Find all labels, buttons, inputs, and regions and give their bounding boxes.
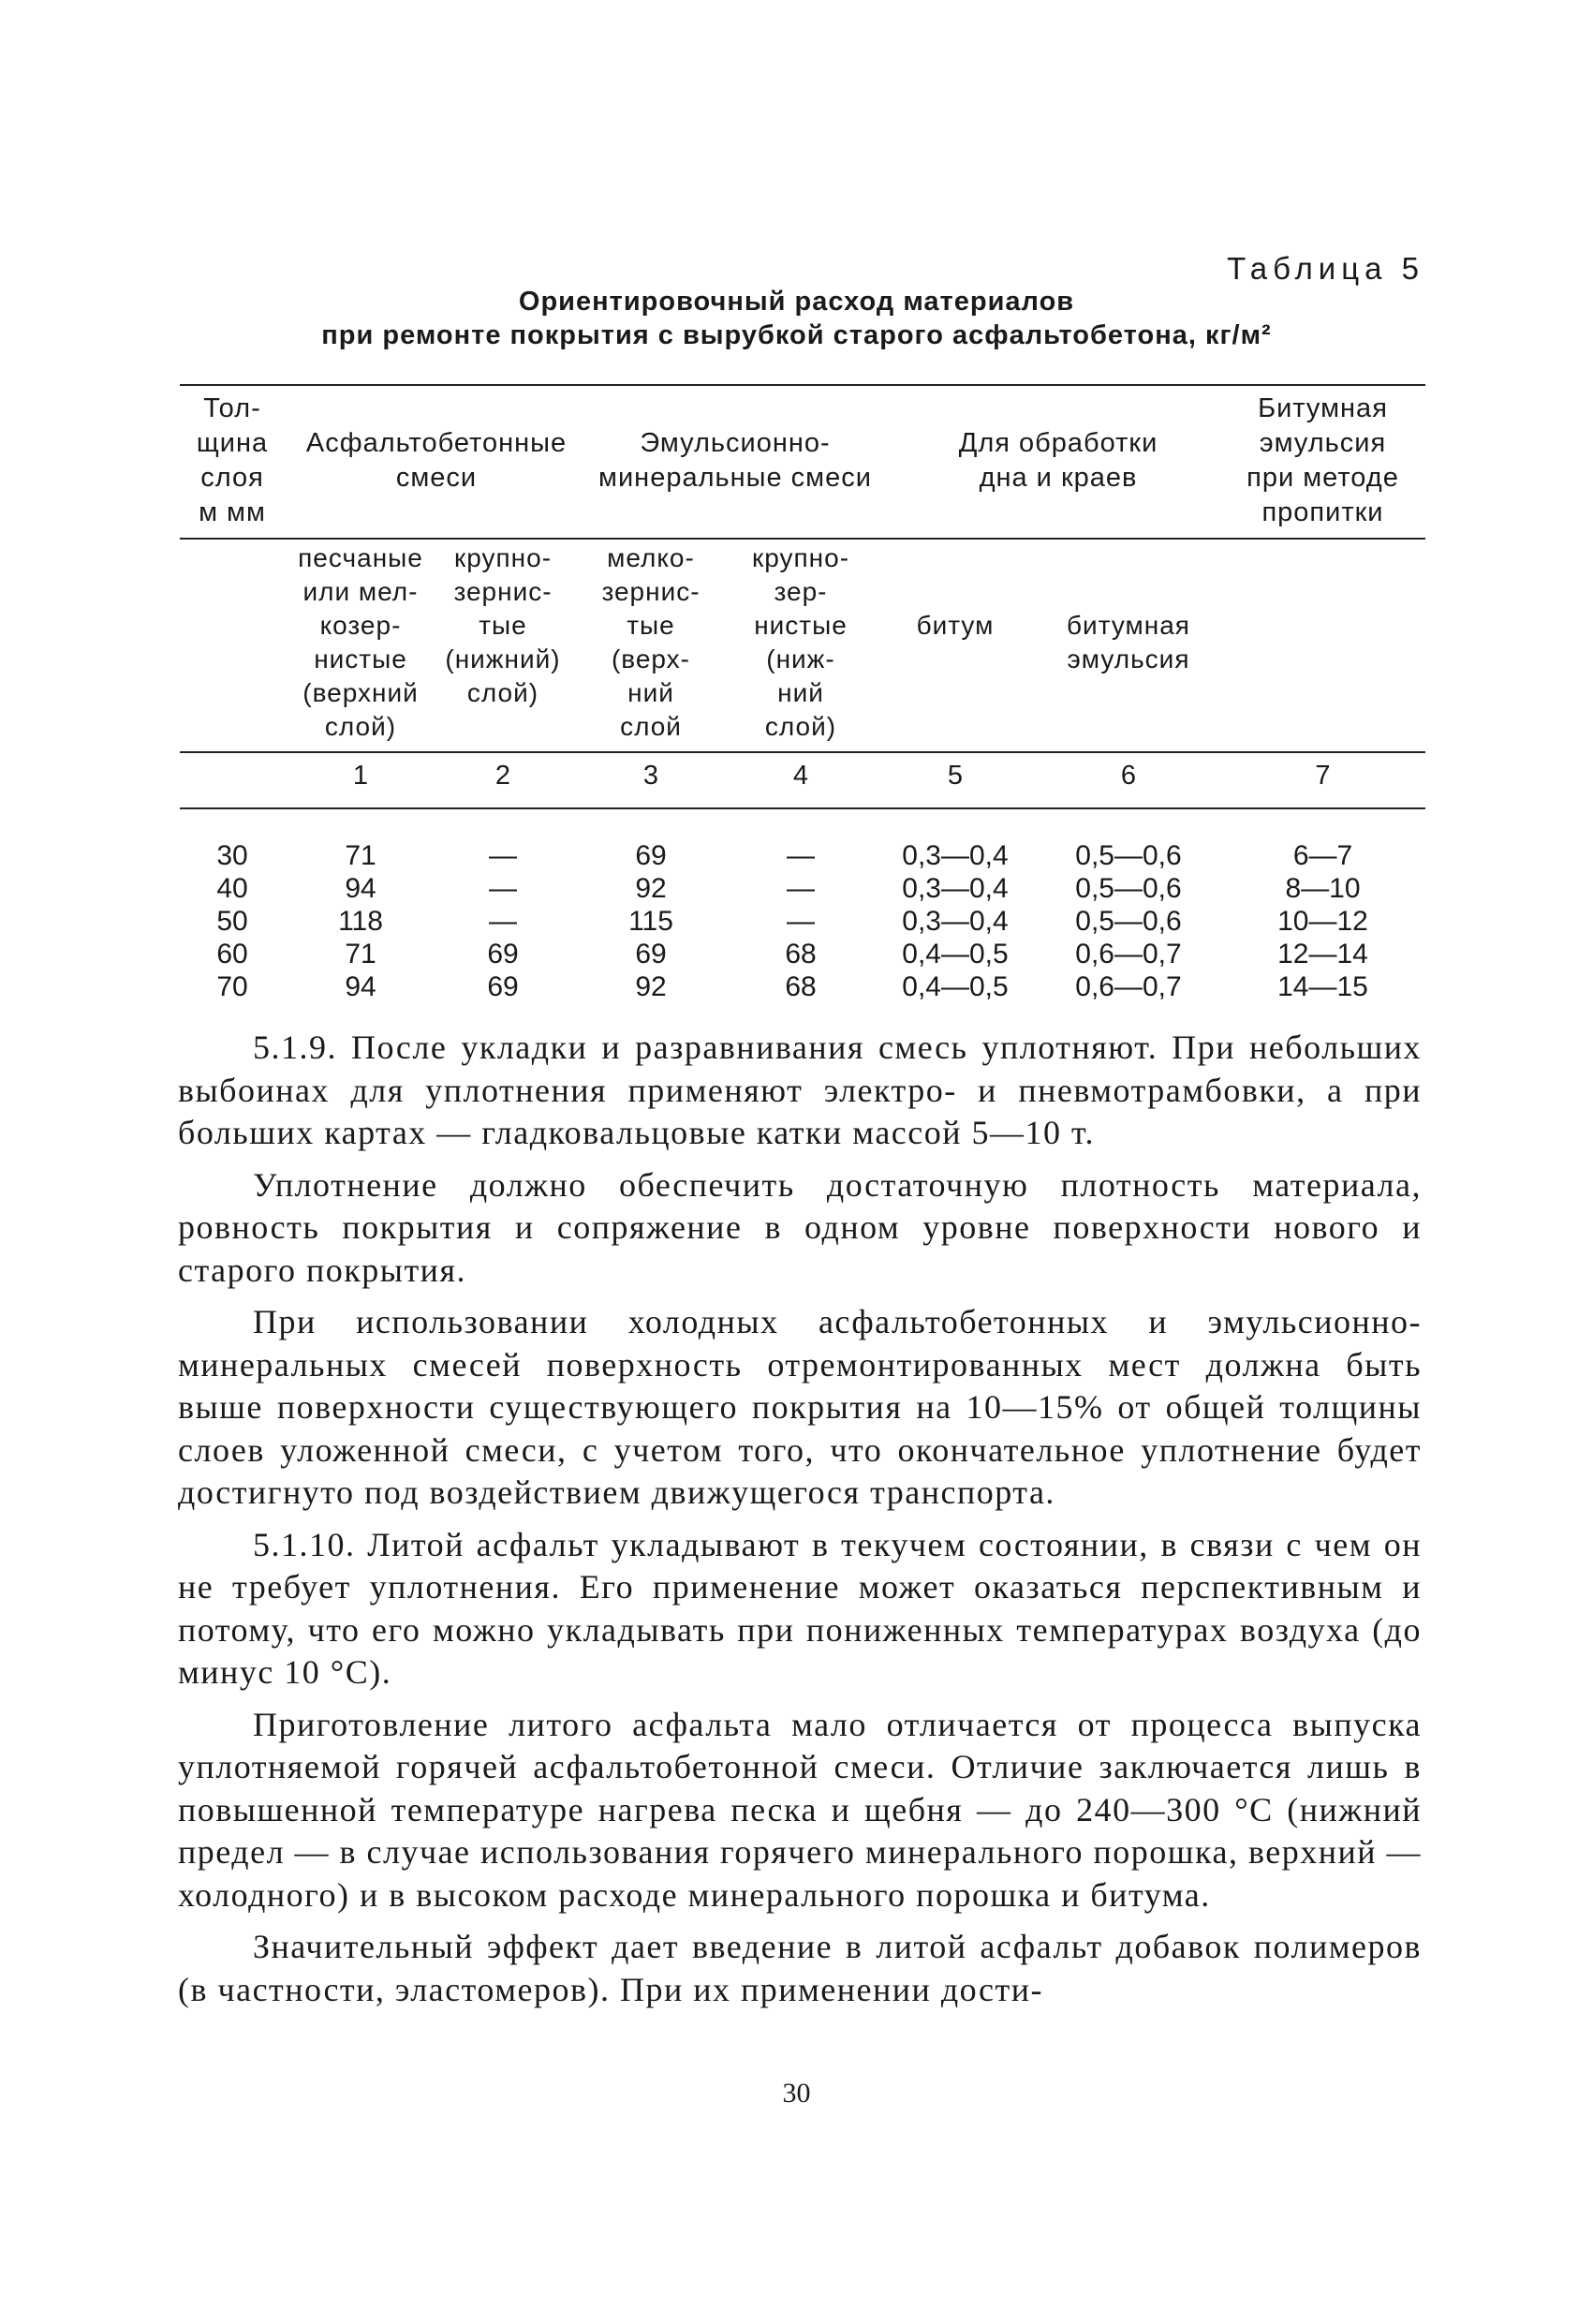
table-cell: 69	[487, 939, 519, 970]
column-number: 3	[642, 761, 659, 791]
paragraph: 5.1.9. После укладки и разравнивания смесь уплотняют. При небольших выбоинах для уплотнения применяют электро- и пневмотрамбовки, а при больших картах — гладковальцовые катки массой 5—10 т.	[178, 1029, 1422, 1151]
table-cell: —	[787, 840, 815, 871]
table-cell: 0,3—0,4	[902, 840, 1009, 871]
column-number: 1	[352, 761, 369, 791]
header-bitumen-emulsion: Битумная эмульсия при методе пропитки	[1246, 393, 1399, 527]
column-number: 2	[494, 761, 511, 791]
table-top-rule	[180, 384, 1425, 386]
header-emulsion-mixes: Эмульсионно- минеральные смеси	[598, 428, 872, 493]
header-thickness: Тол- щина слоя м мм	[196, 393, 269, 527]
table-cell: 115	[628, 906, 673, 937]
table-cell: 92	[635, 873, 667, 904]
paragraph: При использовании холодных асфальтобетонных и эмульсионно-минеральных смесей поверхность отремонтированных мест должна быть выше поверхности существующего покрытия на 10—15% от общей толщины слоев уложенной смеси, с учетом того, что окончательное уплотнение будет достигнуто под воздействием движущегося транспорта.	[178, 1303, 1422, 1511]
paragraph: Значительный эффект дает введение в литой асфальт добавок полимеров (в частности, эластомеров). При их применении дости-	[178, 1928, 1422, 2008]
table-cell: 0,4—0,5	[902, 971, 1009, 1002]
table-cell: 0,5—0,6	[1075, 840, 1182, 871]
table-cell: 0,6—0,7	[1075, 939, 1182, 970]
table-cell: 69	[487, 971, 519, 1002]
row-thickness: 60	[216, 939, 248, 970]
subheader-bitumen-emulsion: битумная эмульсия	[1067, 611, 1190, 674]
table-cell: 0,6—0,7	[1075, 971, 1182, 1002]
table-cell: 68	[785, 971, 817, 1002]
table-cell: 118	[338, 906, 383, 937]
table-cell: 0,5—0,6	[1075, 906, 1182, 937]
column-number: 6	[1120, 761, 1137, 791]
table-cell: 0,4—0,5	[902, 939, 1009, 970]
body-text	[178, 1027, 1422, 2021]
table-cell: 69	[635, 840, 667, 871]
page-number: 30	[782, 2078, 811, 2109]
table-title-line-1: Ориентировочный расход материалов	[518, 287, 1075, 317]
table-title-line-2: при ремонте покрытия с вырубкой старого асфальтобетона, кг/м²	[321, 320, 1272, 350]
table-cell: 71	[345, 939, 376, 970]
table-cell: 6—7	[1292, 840, 1353, 871]
row-thickness: 40	[216, 873, 248, 904]
table-cell: —	[489, 840, 517, 871]
paragraph: Приготовление литого асфальта мало отличается от процесса выпуска уплотняемой горячей асфальтобетонной смеси. Отличие заключается лишь в повышенной температуре нагрева песка и щебня — до 240—300 °С (нижний предел — в случае использования горячего минерального порошка, верхний — холодного) и в высоком расходе минерального порошка и битума.	[178, 1705, 1423, 1914]
column-number: 5	[947, 761, 964, 791]
table-cell: 0,5—0,6	[1075, 873, 1182, 904]
table-cell: 71	[345, 840, 376, 871]
table-cell: 68	[785, 939, 817, 970]
table-cell: 94	[345, 971, 376, 1002]
subheader-coarse-emulsion: крупно- зер- нистые (ниж- ний слой)	[751, 543, 850, 741]
column-number: 7	[1315, 761, 1331, 791]
table-cell: 14—15	[1277, 971, 1368, 1002]
paragraph: 5.1.10. Литой асфальт укладывают в текучем состоянии, в связи с чем он не требует уплотнения. Его применение может оказаться перспективным и потому, что его можно укладывать при пониженных температурах воздуха (до минус 10 °С).	[178, 1525, 1422, 1691]
table-cell: 8—10	[1285, 873, 1361, 904]
table-cell: 92	[635, 971, 667, 1002]
table-cell: —	[787, 873, 815, 904]
paragraph: Уплотнение должно обеспечить достаточную плотность материала, ровность покрытия и сопряжение в одном уровне поверхности нового и старого покрытия.	[178, 1165, 1422, 1289]
table-cell: 10—12	[1277, 906, 1368, 937]
subheader-coarse-asphalt: крупно- зернис- тые (нижний) слой)	[445, 543, 561, 707]
table-cell: —	[489, 873, 517, 904]
table-cell: 94	[345, 873, 376, 904]
subheader-bitumen: битум	[916, 611, 995, 640]
column-number: 4	[792, 761, 809, 791]
row-thickness: 30	[216, 840, 248, 871]
header-asphalt-mixes: Асфальтобетонные смеси	[305, 428, 568, 493]
table-cell: —	[489, 906, 517, 937]
subheader-sandy-mixes: песчаные или мел- козер- нистые (верхний слой)	[298, 543, 423, 741]
table-subheader-rule	[180, 751, 1425, 753]
header-treatment: Для обработки дна и краев	[958, 428, 1158, 493]
table-number-rule	[180, 807, 1425, 809]
table-label: Таблица 5	[1227, 251, 1424, 286]
table-header-rule	[180, 538, 1425, 540]
row-thickness: 50	[216, 906, 248, 937]
subheader-fine-emulsion: мелко- зернис- тые (верх- ний слой	[601, 543, 701, 741]
table-cell: 0,3—0,4	[902, 873, 1009, 904]
row-thickness: 70	[216, 971, 248, 1002]
table-cell: 69	[635, 939, 667, 970]
table-cell: 0,3—0,4	[902, 906, 1009, 937]
table-cell: 12—14	[1277, 939, 1368, 970]
table-cell: —	[787, 906, 815, 937]
